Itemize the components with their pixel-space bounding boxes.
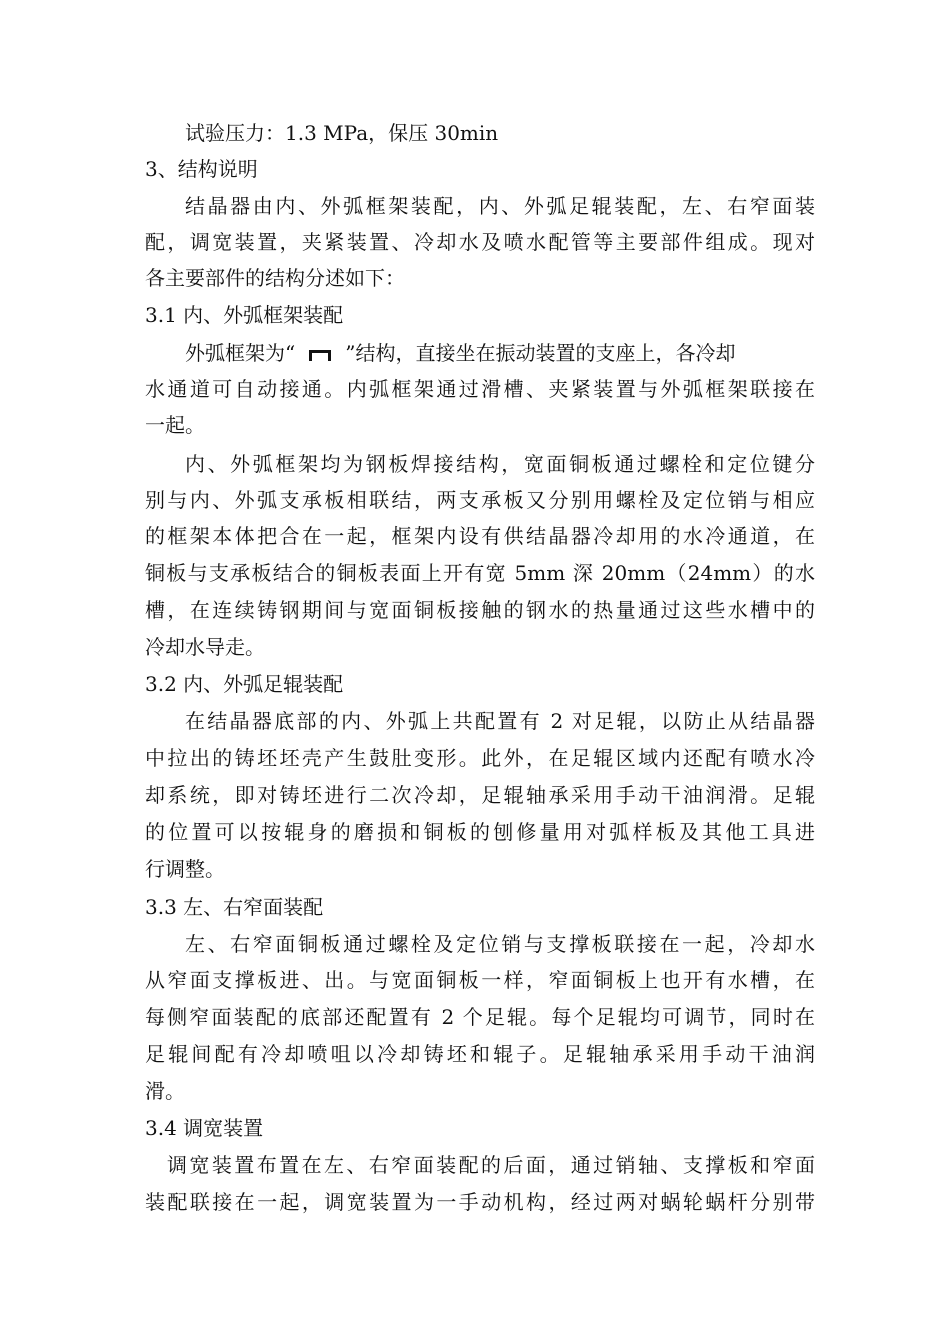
paragraph-line: 铜板与支承板结合的铜板表面上开有宽 5mm 深 20mm（24mm）的水 — [145, 561, 815, 585]
paragraph-line: 配，调宽装置，夹紧装置、冷却水及喷水配管等主要部件组成。现对 — [145, 230, 815, 254]
paragraph-line: 滑。 — [145, 1079, 185, 1103]
paragraph-line: 从窄面支撑板进、出。与宽面铜板一样，窄面铜板上也开有水槽，在 — [145, 968, 815, 992]
paragraph-line: 别与内、外弧支承板相联结，两支承板又分别用螺栓及定位销与相应 — [145, 488, 815, 512]
paragraph-line: 装配联接在一起，调宽装置为一手动机构，经过两对蜗轮蜗杆分别带 — [145, 1190, 815, 1214]
paragraph-line: 结晶器由内、外弧框架装配，内、外弧足辊装配，左、右窄面装 — [185, 194, 815, 218]
paragraph-line: 水通道可自动接通。内弧框架通过滑槽、夹紧装置与外弧框架联接在 — [145, 377, 815, 401]
paragraph-line: 调宽装置布置在左、右窄面装配的后面，通过销轴、支撑板和窄面 — [167, 1153, 815, 1177]
section-heading-3: 3、结构说明 — [145, 157, 258, 181]
paragraph-line: 的位置可以按辊身的磨损和铜板的刨修量用对弧样板及其他工具进 — [145, 820, 815, 844]
paragraph-line: 在结晶器底部的内、外弧上共配置有 2 对足辊，以防止从结晶器 — [185, 709, 815, 733]
section-heading-3-2: 3.2 内、外弧足辊装配 — [145, 672, 344, 696]
test-pressure-line: 试验压力：1.3 MPa，保压 30min — [185, 121, 499, 145]
paragraph-line: 足辊间配有冷却喷咀以冷却铸坯和辊子。足辊轴承采用手动干油润 — [145, 1042, 815, 1066]
paragraph-line: 内、外弧框架均为钢板焊接结构，宽面铜板通过螺栓和定位键分 — [185, 452, 815, 476]
frame-text-after: ”结构，直接坐在振动装置的支座上，各冷却 — [345, 341, 736, 365]
paragraph-line-frame — [145, 335, 815, 371]
paragraph-line: 中拉出的铸坯坯壳产生鼓肚变形。此外，在足辊区域内还配有喷水冷 — [145, 746, 815, 770]
frame-shape-icon — [309, 350, 331, 361]
section-heading-3-4: 3.4 调宽装置 — [145, 1116, 264, 1140]
paragraph-line: 一起。 — [145, 413, 205, 437]
paragraph-line: 冷却水导走。 — [145, 635, 265, 659]
section-heading-3-3: 3.3 左、右窄面装配 — [145, 895, 324, 919]
paragraph-line: 左、右窄面铜板通过螺栓及定位销与支撑板联接在一起，冷却水 — [185, 932, 815, 956]
paragraph-line: 槽，在连续铸钢期间与宽面铜板接触的钢水的热量通过这些水槽中的 — [145, 598, 815, 622]
section-heading-3-1: 3.1 内、外弧框架装配 — [145, 303, 344, 327]
paragraph-line: 每侧窄面装配的底部还配置有 2 个足辊。每个足辊均可调节，同时在 — [145, 1005, 815, 1029]
paragraph-line: 的框架本体把合在一起，框架内设有供结晶器冷却用的水冷通道，在 — [145, 524, 815, 548]
frame-text-before: 外弧框架为“ — [185, 341, 296, 365]
paragraph-line: 行调整。 — [145, 857, 225, 881]
paragraph-line: 各主要部件的结构分述如下： — [145, 266, 405, 290]
paragraph-line: 却系统，即对铸坯进行二次冷却，足辊轴承采用手动干油润滑。足辊 — [145, 783, 815, 807]
